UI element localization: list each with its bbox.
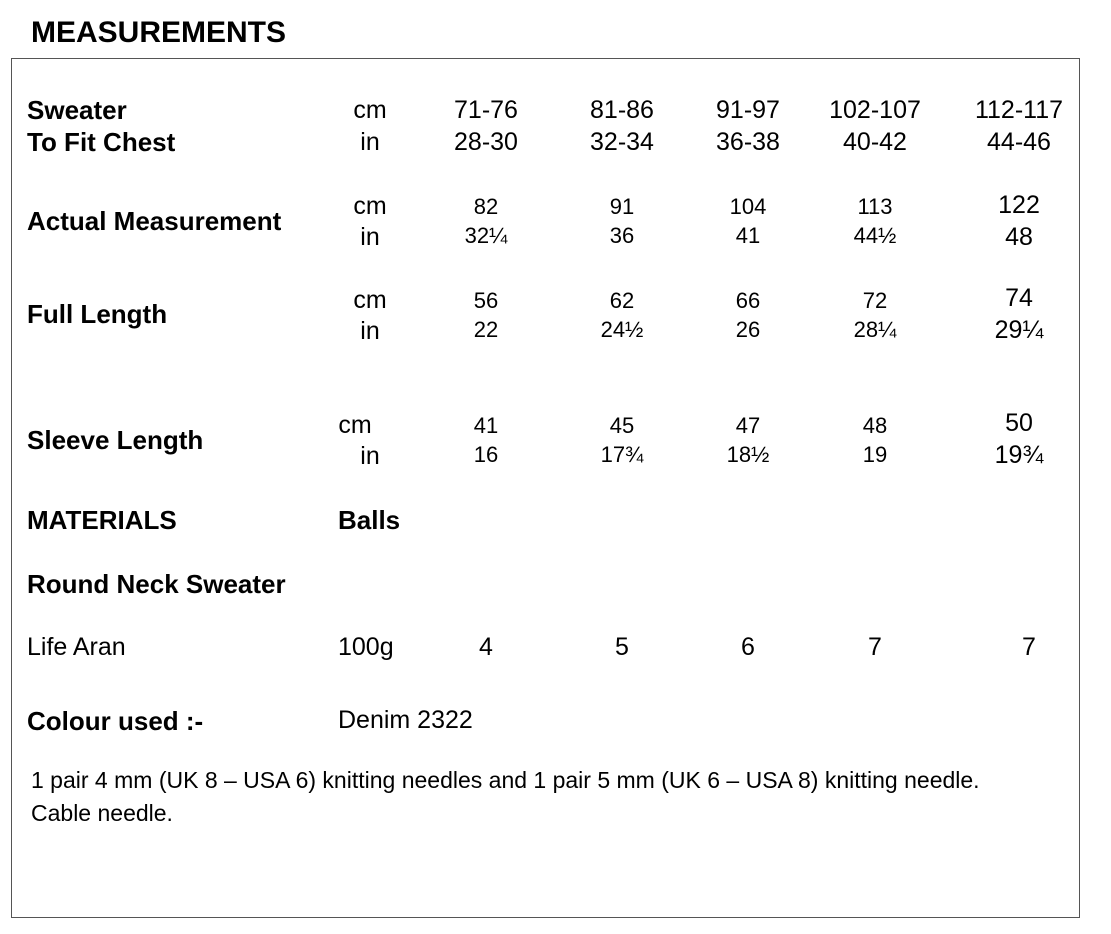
full-length-cm-value: 74 (1005, 284, 1033, 312)
unit-cm: cm (353, 286, 387, 314)
needles-note: 1 pair 4 mm (UK 8 – USA 6) knitting needles and 1 pair 5 mm (UK 6 – USA 8) knitting needle. Cable needle. (31, 767, 980, 826)
unit-cm: cm (353, 96, 387, 124)
size-in-value: 36-38 (716, 128, 780, 156)
size-in-value: 44-46 (987, 128, 1051, 156)
size-in-value: 28-30 (454, 128, 518, 156)
round-neck-sweater-heading: Round Neck Sweater (27, 569, 286, 599)
sleeve-cm-value: 50 (1005, 409, 1033, 437)
unit-in: in (360, 317, 380, 345)
sleeve-cm-value: 47 (735, 413, 761, 438)
size-cm-value: 81-86 (590, 96, 654, 124)
actual-cm-value: 104 (729, 194, 767, 219)
to-fit-chest-label: To Fit Chest (27, 127, 176, 157)
unit-in: in (360, 128, 380, 156)
full-length-in-value: 28¼ (853, 317, 897, 342)
size-cm-value: 71-76 (454, 96, 518, 124)
sleeve-in-value: 18½ (726, 442, 770, 467)
actual-cm-value: 91 (609, 194, 635, 219)
sleeve-cm-value: 41 (473, 413, 499, 438)
sleeve-in-value: 19¾ (994, 441, 1044, 469)
balls-value: 6 (741, 633, 755, 661)
full-length-in-value: 29¼ (994, 316, 1044, 344)
materials-heading: MATERIALS (27, 505, 177, 535)
unit-in: in (360, 223, 380, 251)
sleeve-in-value: 17¾ (600, 442, 644, 467)
colour-value: Denim 2322 (338, 706, 473, 734)
actual-in-value: 32¼ (464, 223, 508, 248)
size-in-value: 32-34 (590, 128, 654, 156)
balls-value: 7 (868, 633, 882, 661)
sleeve-in-value: 19 (862, 442, 888, 467)
actual-measurement-label: Actual Measurement (27, 206, 282, 236)
full-length-label: Full Length (27, 299, 168, 329)
balls-value: 5 (615, 633, 629, 661)
sleeve-cm-value: 45 (609, 413, 635, 438)
yarn-weight: 100g (338, 633, 394, 661)
full-length-cm-value: 56 (473, 288, 499, 313)
size-in-value: 40-42 (843, 128, 907, 156)
sweater-label: Sweater (27, 95, 127, 125)
balls-value: 7 (1022, 633, 1036, 661)
actual-in-value: 36 (609, 223, 635, 248)
actual-cm-value: 122 (998, 191, 1040, 219)
actual-in-value: 44½ (853, 223, 897, 248)
full-length-cm-value: 62 (609, 288, 635, 313)
size-cm-value: 102-107 (829, 96, 921, 124)
full-length-in-value: 26 (735, 317, 761, 342)
balls-value: 4 (479, 633, 493, 661)
actual-cm-value: 113 (857, 194, 893, 219)
sleeve-length-label: Sleeve Length (27, 425, 204, 455)
actual-cm-value: 82 (473, 194, 499, 219)
page-title: MEASUREMENTS (31, 16, 287, 49)
actual-in-value: 41 (735, 223, 761, 248)
size-cm-value: 112-117 (974, 96, 1064, 124)
yarn-name: Life Aran (27, 633, 126, 661)
sleeve-in-value: 16 (473, 442, 499, 467)
size-cm-value: 91-97 (716, 96, 780, 124)
colour-used-label: Colour used :- (27, 706, 204, 736)
full-length-cm-value: 72 (862, 288, 888, 313)
full-length-in-value: 22 (473, 317, 499, 342)
unit-in: in (360, 442, 380, 470)
full-length-cm-value: 66 (735, 288, 761, 313)
unit-cm: cm (353, 192, 387, 220)
actual-in-value: 48 (1005, 223, 1033, 251)
balls-heading: Balls (338, 505, 401, 535)
unit-cm: cm (338, 411, 372, 439)
full-length-in-value: 24½ (600, 317, 644, 342)
sleeve-cm-value: 48 (862, 413, 888, 438)
